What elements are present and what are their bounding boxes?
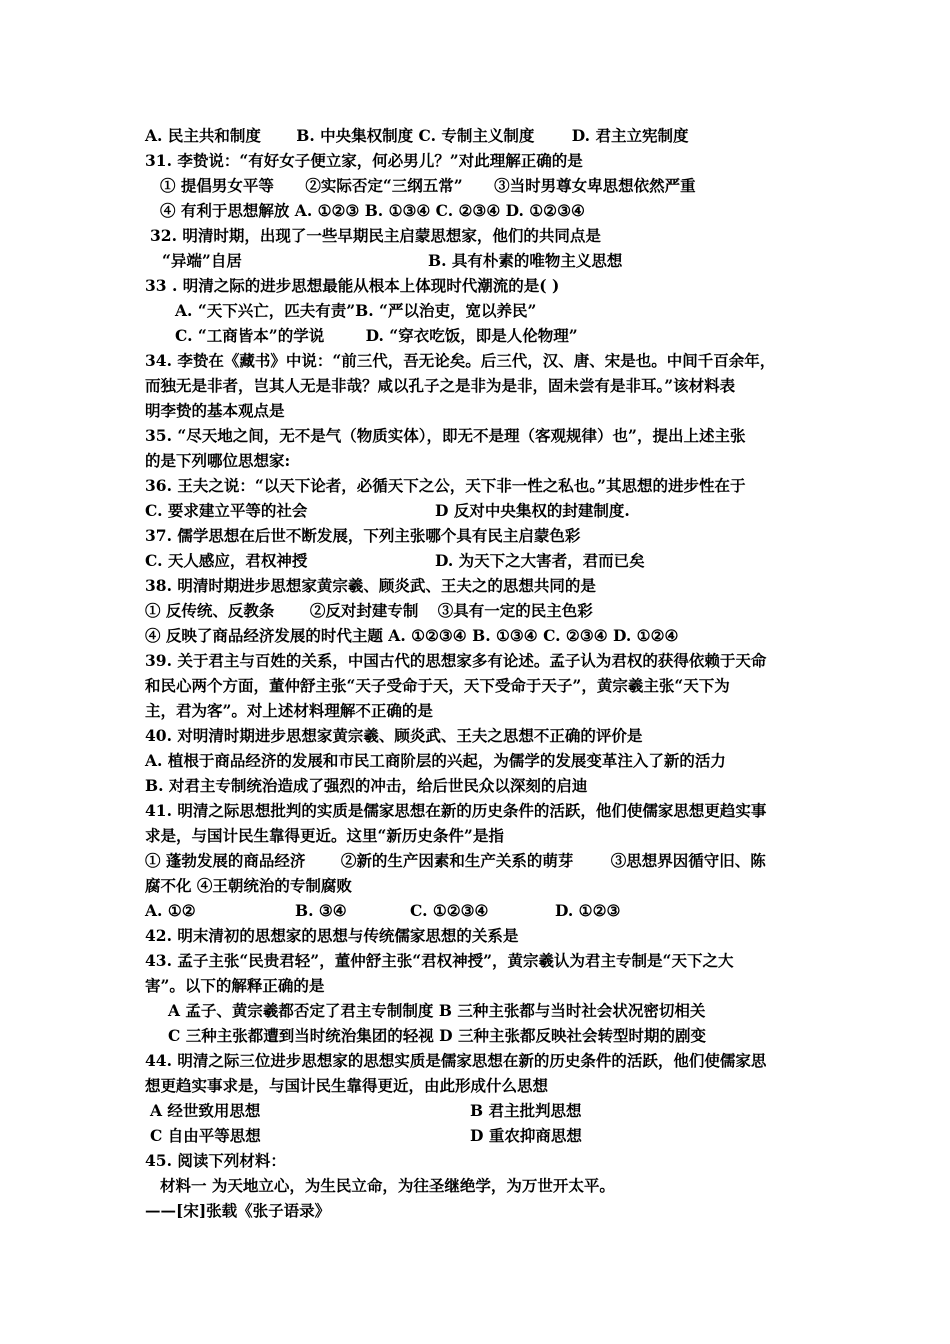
question-37-options — [145, 550, 765, 572]
item-1: ① 反传统、反教条 — [145, 601, 275, 620]
question-34-line-3: 明李贽的基本观点是 — [145, 401, 285, 420]
option-d: D 重农抑商思想 — [470, 1126, 582, 1145]
question-32: 32. 明清时期，出现了一些早期民主启蒙思想家，他们的共同点是 — [150, 226, 601, 245]
option-b: B. 具有朴素的唯物主义思想 — [428, 251, 623, 270]
question-33: 33 . 明清之际的进步思想最能从根本上体现时代潮流的是( ) — [145, 276, 560, 295]
question-45: 45. 阅读下列材料： — [145, 1151, 286, 1170]
question-44-line-1: 44. 明清之际三位进步思想家的思想实质是儒家思想在新的历史条件的活跃，他们使儒家思 — [145, 1051, 767, 1070]
option-d: D. 为天下之大害者，君而已矣 — [435, 551, 645, 570]
question-36: 36. 王夫之说：“以天下论者，必循天下之公，天下非一性之私也。”其思想的进步性在于 — [145, 476, 746, 495]
material-1-source: ——[宋]张载《张子语录》 — [145, 1201, 331, 1220]
question-44-line-2: 想更趋实事求是，与国计民生靠得更近，由此形成什么思想 — [145, 1076, 549, 1095]
question-32-options — [162, 250, 762, 272]
item-2: ②实际否定“三纲五常” — [305, 176, 463, 195]
question-38-items-2: ④ 反映了商品经济发展的时代主题 A. ①②③④ B. ①③④ C. ②③④ D. ①②④ — [145, 626, 679, 645]
item-2: ②反对封建专制 — [309, 601, 419, 620]
question-44-options-ab — [150, 1100, 750, 1122]
question-39-line-3: 主，君为客”。对上述材料理解不正确的是 — [145, 701, 433, 720]
option-c: C 自由平等思想 — [150, 1126, 261, 1145]
question-35-line-1: 35. “尽天地之间，无不是气（物质实体），即无不是理（客观规律）也”，提出上述主张 — [145, 426, 746, 445]
material-1: 材料一 为天地立心，为生民立命，为往圣继绝学，为万世开太平。 — [160, 1176, 615, 1195]
question-41-items-1 — [145, 850, 766, 872]
question-36-options — [145, 500, 765, 522]
option-c: C. 要求建立平等的社会 — [145, 501, 308, 520]
question-39-line-2: 和民心两个方面，董仲舒主张“天子受命于天，天下受命于天子”，黄宗羲主张“天下为 — [145, 676, 730, 695]
question-31-items-1 — [160, 175, 696, 197]
question-41-line-1: 41. 明清之际思想批判的实质是儒家思想在新的历史条件的活跃，他们使儒家思想更趋实事 — [145, 801, 767, 820]
item-1: ① 蓬勃发展的商品经济 — [145, 851, 306, 870]
option-d: D. ①②③ — [555, 901, 621, 920]
question-43-line-2: 害”。以下的解释正确的是 — [145, 976, 325, 995]
question-40-option-a: A. 植根于商品经济的发展和市民工商阶层的兴起，为儒学的发展变革注入了新的活力 — [145, 751, 726, 770]
option-c: C. 天人感应，君权神授 — [145, 551, 308, 570]
option-a: A. 民主共和制度 — [145, 126, 261, 145]
item-3: ③当时男尊女卑思想依然严重 — [494, 176, 696, 195]
question-37: 37. 儒学思想在后世不断发展，下列主张哪个具有民主启蒙色彩 — [145, 526, 581, 545]
question-39-line-1: 39. 关于君主与百姓的关系，中国古代的思想家多有论述。孟子认为君权的获得依赖于天命 — [145, 651, 767, 670]
option-c: C. “工商皆本”的学说 — [175, 326, 325, 345]
option-b: B. ③④ — [295, 901, 347, 920]
question-35-line-2: 的是下列哪位思想家: — [145, 451, 291, 470]
question-44-options-cd — [150, 1125, 750, 1147]
question-41-options — [145, 900, 765, 922]
line-options-30 — [145, 125, 688, 147]
question-38-items-1 — [145, 600, 593, 622]
option-b-c: B. 中央集权制度 C. 专制主义制度 — [296, 126, 535, 145]
item-3: ③思想界因循守旧、陈 — [610, 851, 766, 870]
option-a: “异端”自居 — [162, 251, 242, 270]
item-1: ① 提倡男女平等 — [160, 176, 274, 195]
option-d: D. 君主立宪制度 — [571, 126, 689, 145]
question-40: 40. 对明清时期进步思想家黄宗羲、顾炎武、王夫之思想不正确的评价是 — [145, 726, 643, 745]
question-38: 38. 明清时期进步思想家黄宗羲、顾炎武、王夫之的思想共同的是 — [145, 576, 596, 595]
question-43-line-1: 43. 孟子主张“民贵君轻”，董仲舒主张“君权神授”，黄宗羲认为君主专制是“天下之大 — [145, 951, 734, 970]
item-2: ②新的生产因素和生产关系的萌芽 — [340, 851, 574, 870]
question-34-line-1: 34. 李贽在《藏书》中说：“前三代，吾无论矣。后三代，汉、唐、宋是也。中间千百余年， — [145, 351, 776, 370]
question-33-options-cd — [175, 325, 578, 347]
question-43-options-cd: C 三种主张都遭到当时统治集团的轻视 D 三种主张都反映社会转型时期的剧变 — [168, 1026, 706, 1045]
question-42: 42. 明末清初的思想家的思想与传统儒家思想的关系是 — [145, 926, 519, 945]
question-31-items-2: ④ 有利于思想解放 A. ①②③ B. ①③④ C. ②③④ D. ①②③④ — [160, 201, 585, 220]
question-31: 31. 李贽说：“有好女子便立家，何必男儿？”对此理解正确的是 — [145, 151, 583, 170]
option-a: A. ①② — [145, 901, 196, 920]
option-b: B 君主批判思想 — [470, 1101, 582, 1120]
option-d: D. “穿衣吃饭，即是人伦物理” — [365, 326, 578, 345]
option-a: A 经世致用思想 — [150, 1101, 261, 1120]
option-d: D 反对中央集权的封建制度. — [435, 501, 630, 520]
question-34-line-2: 而独无是非者，岂其人无是非哉？咸以孔子之是非为是非，固未尝有是非耳。”该材料表 — [145, 376, 736, 395]
question-43-options-ab: A 孟子、黄宗羲都否定了君主专制制度 B 三种主张都与当时社会状况密切相关 — [168, 1001, 706, 1020]
question-33-options-ab: A. “天下兴亡，匹夫有责”B. “严以治吏，宽以养民” — [175, 301, 537, 320]
question-40-option-b: B. 对君主专制统治造成了强烈的冲击，给后世民众以深刻的启迪 — [145, 776, 588, 795]
item-3: ③具有一定的民主色彩 — [437, 601, 593, 620]
question-41-items-2: 腐不化 ④王朝统治的专制腐败 — [145, 876, 352, 895]
option-c: C. ①②③④ — [410, 901, 489, 920]
question-41-line-2: 求是，与国计民生靠得更近。这里“新历史条件”是指 — [145, 826, 504, 845]
